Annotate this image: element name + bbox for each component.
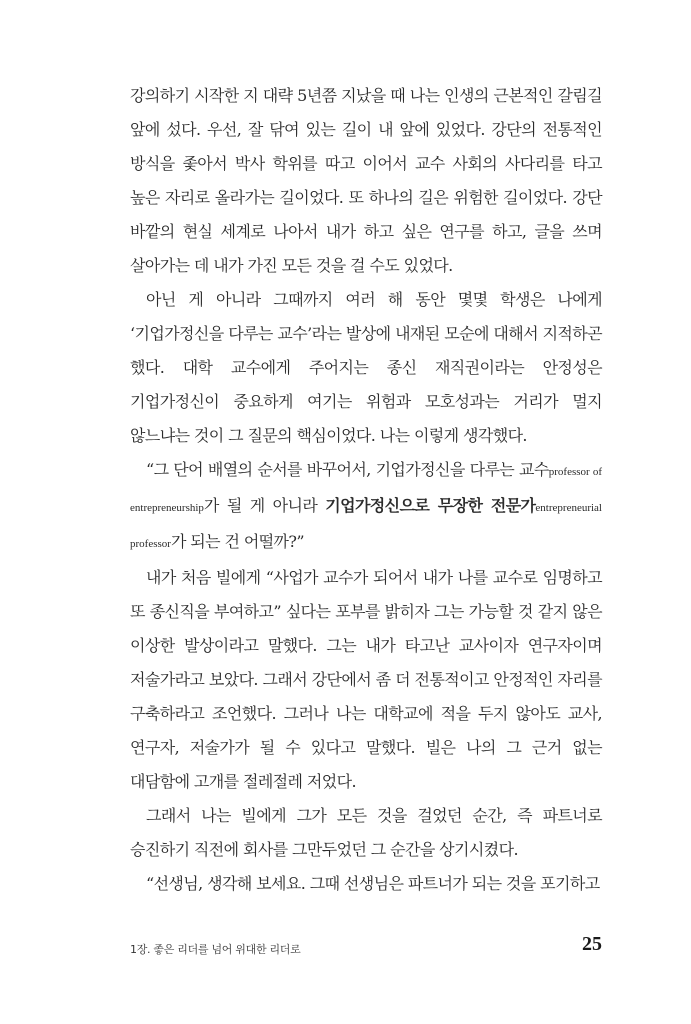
paragraph	[130, 283, 602, 453]
paragraph-text: “그 단어 배열의 순서를 바꾸어서, 기업가정신을 다루는 교수	[146, 460, 549, 479]
paragraph	[130, 799, 602, 867]
english-term: entrepreneurial professor	[130, 502, 602, 550]
page-number: 25	[582, 933, 602, 955]
paragraph-text: 아닌 게 아니라 그때까지 여러 해 동안 몇몇 학생은 나에게 ‘기업가정신을 다루는 교수’라는 발상에 내재된 모순에 대해서 지적하곤 했다. 대학 교수에게 주어지는 종신 재직권이라는 안정성은 기업가정신이 중요하게 여기는 위험과 모호성과는 거리가 멀지 않느냐는 것이 그 질문의 핵심이었다. 나는 이렇게 생각했다.	[130, 290, 602, 445]
paragraph-text: 강의하기 시작한 지 대략 5년쯤 지났을 때 나는 인생의 근본적인 갈림길 앞에 섰다. 우선, 잘 닦여 있는 길이 내 앞에 있었다. 강단의 전통적인 방식을 좇아서 박사 학위를 따고 이어서 교수 사회의 사다리를 타고 높은 자리로 올라가는 길이었다. 또 하나의 길은 위험한 길이었다. 강단 바깥의 현실 세계로 나아서 내가 하고 싶은 연구를 하고, 글을 쓰며 살아가는 데 내가 가진 모든 것을 걸 수도 있었다.	[130, 86, 602, 275]
paragraph	[130, 867, 602, 901]
paragraph-text: 그래서 나는 빌에게 그가 모든 것을 걸었던 순간, 즉 파트너로 승진하기 직전에 회사를 그만두었던 그 순간을 상기시켰다.	[130, 806, 602, 859]
paragraph-text: 가 될 게 아니라	[203, 496, 326, 515]
paragraph-text: 가 되는 건 어떨까?”	[170, 532, 304, 551]
paragraph-text: “선생님, 생각해 보세요. 그때 선생님은 파트너가 되는 것을 포기하고	[146, 874, 600, 893]
paragraph	[130, 453, 602, 561]
emphasized-text: 기업가정신으로 무장한 전문가	[325, 496, 536, 515]
chapter-title-footer: 1장. 좋은 리더를 넘어 위대한 리더로	[130, 943, 301, 956]
paragraph	[130, 79, 602, 283]
english-term: professor of entrepreneurship	[130, 466, 602, 514]
paragraph-text: 내가 처음 빌에게 “사업가 교수가 되어서 내가 나를 교수로 임명하고 또 종신직을 부여하고” 싶다는 포부를 밝히자 그는 가능할 것 같지 않은 이상한 발상이라고 말했다. 그는 내가 타고난 교사이자 연구자이며 저술가라고 보았다. 그래서 강단에서 좀 더 전통적이고 안정적인 자리를 구축하라고 조언했다. 그러나 나는 대학교에 적을 두지 않아도 교사, 연구자, 저술가가 될 수 있다고 말했다. 빌은 나의 그 근거 없는 대담함에 고개를 절레절레 저었다.	[130, 568, 602, 791]
body-text	[130, 79, 602, 901]
paragraph	[130, 561, 602, 799]
